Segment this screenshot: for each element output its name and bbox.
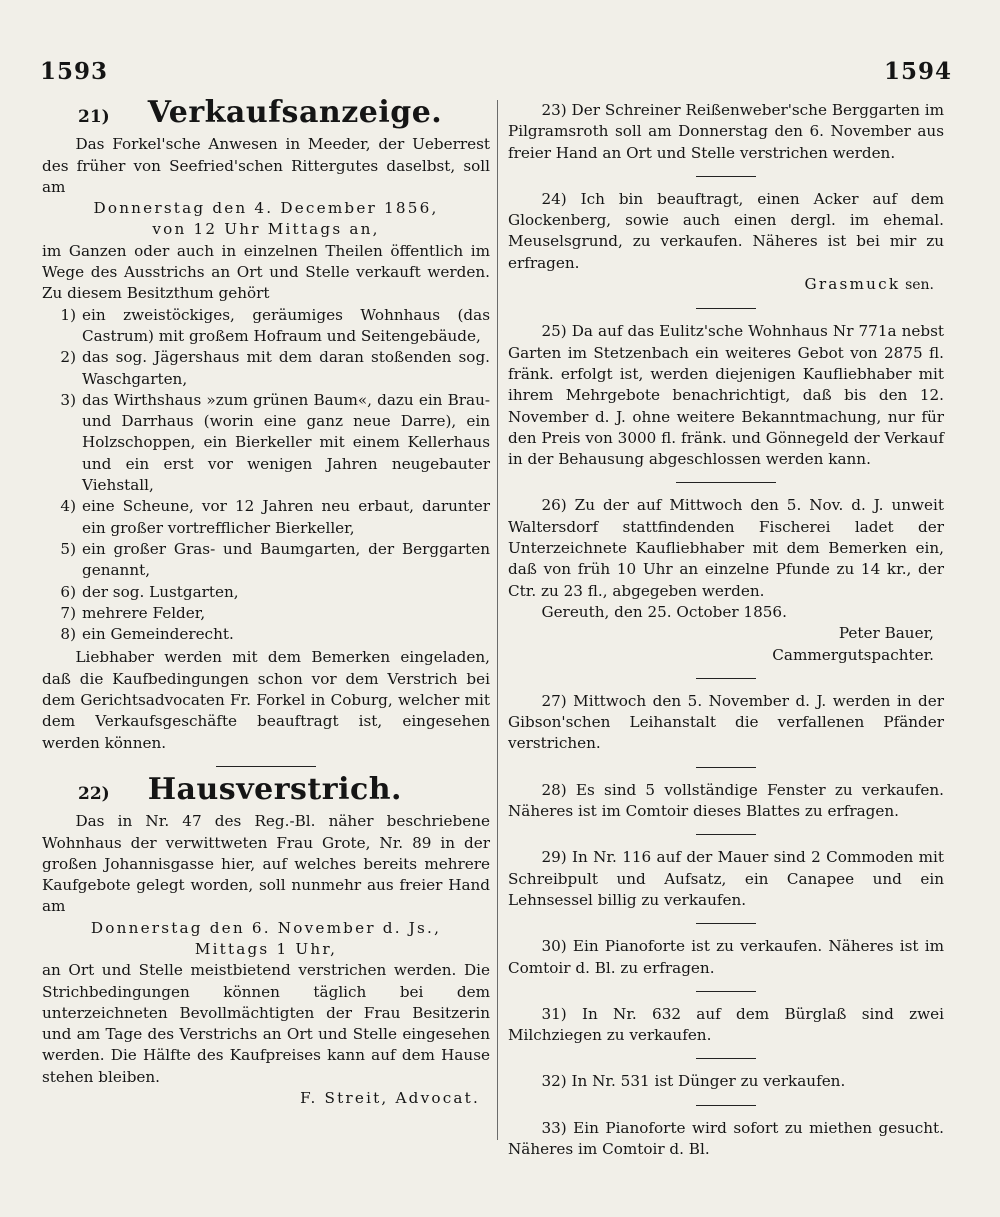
ad-28-text: 28) Es sind 5 vollständige Fenster zu verkaufen. Näheres ist im Comtoir dieses Blattes zu erfragen. (508, 780, 944, 821)
ad-21-body: im Ganzen oder auch in einzelnen Theilen öffentlich im Wege des Ausstrichs an Ort und Stelle verkauft werden. Zu diesem Besitzthum gehört (42, 241, 490, 303)
list-item: 3) das Wirthshaus »zum grünen Baum«, dazu ein Brau- und Darrhaus (worin eine ganz neue Darre), ein Holzschoppen, ein Bierkeller mit einem Kellerhaus und ein erst vor wenigen Jahren neugebauter Viehstall, (60, 390, 490, 495)
ad-21-item-list (42, 305, 490, 646)
list-item: 4) eine Scheune, vor 12 Jahren neu erbaut, darunter ein großer vortrefflicher Bierkeller, (60, 497, 490, 537)
ad-21-time: von 12 Uhr Mittags an, (152, 220, 380, 239)
ad-22-time: Mittags 1 Uhr, (194, 939, 338, 958)
ad-22-body: an Ort und Stelle meistbietend verstrichen werden. Die Strichbedingungen können täglich bei dem unterzeichneten Bevollmächtigten der Frau Besitzerin und am Tage des Verstrichs an Ort und Stelle eingesehen werden. Die Hälfte des Kaufpreises kann auf dem Hause stehen bleiben. (42, 961, 490, 1086)
separator-rule (676, 482, 776, 483)
ad-24-signature-name: Grasmuck (804, 275, 901, 294)
ad-32-text: 32) In Nr. 531 ist Dünger zu verkaufen. (541, 1072, 846, 1091)
ad-21-date: Donnerstag den 4. December 1856, (93, 199, 439, 218)
ad-23-text: 23) Der Schreiner Reißenweber'sche Berggarten im Pilgramsroth soll am Donnerstag den 6. November aus freier Hand an Ort und Stelle verstrichen werden. (508, 101, 944, 162)
ad-22-intro: Das in Nr. 47 des Reg.-Bl. näher beschriebene Wohnhaus der verwittweten Frau Grote, Nr. 89 in der großen Johannisgasse hier, auf welches bereits mehrere Kaufgebote gelegt worden, soll nunmehr aus freier Hand am (42, 812, 490, 916)
separator-rule (696, 991, 756, 992)
ad-21-closing: Liebhaber werden mit dem Bemerken eingeladen, daß die Kaufbedingungen schon vor dem Verstrich bei dem Gerichtsadvocaten Fr. Forkel in Coburg, welcher mit dem Verkaufsgeschäfte beauftragt ist, eingesehen werden können. (42, 648, 490, 752)
separator-rule (696, 308, 756, 309)
ad-25-text: 25) Da auf das Eulitz'sche Wohnhaus Nr 771a nebst Garten im Stetzenbach ein weiteres Gebot von 2875 fl. fränk. erfolgt ist, werden diejenigen Kaufliebhaber mit ihrem Mehrgebote benachrichtigt, daß bis den 12. November d. J. ohne weitere Bekanntmachung, nur für den Preis von 3000 fl. fränk. und Gönnegeld der Verkauf in der Behausung abgeschlossen werden kann. (508, 322, 944, 469)
ad-24-signature (508, 274, 944, 296)
ad-26-signature-title: Cammergutspachter. (772, 645, 934, 664)
column-divider (497, 100, 498, 1140)
ad-31-text: 31) In Nr. 632 auf dem Bürglaß sind zwei Milchziegen zu verkaufen. (508, 1004, 944, 1045)
separator-rule (216, 766, 316, 767)
ad-26-text: 26) Zu der auf Mittwoch den 5. Nov. d. J. unweit Waltersdorf stattfindenden Fischerei ladet der Unterzeichnete Kaufliebhaber mit dem Bemerken ein, daß von früh 10 Uhr an einzelne Pfunde zu 14 kr., der Ctr. zu 23 fl., abgegeben werden. (508, 496, 944, 600)
list-item: 8) ein Gemeinderecht. (60, 625, 234, 644)
page-number-left: 1593 (40, 58, 109, 85)
separator-rule (696, 767, 756, 768)
separator-rule (696, 834, 756, 835)
separator-rule (696, 1058, 756, 1059)
ad-22-number: 22) (78, 783, 110, 804)
ad-33-text: 33) Ein Pianoforte wird sofort zu miethen gesucht. Näheres im Comtoir d. Bl. (508, 1118, 944, 1158)
ad-22-heading (42, 771, 490, 807)
ad-27-text: 27) Mittwoch den 5. November d. J. werden in der Gibson'schen Leihanstalt die verfallenen Pfänder verstrichen. (508, 691, 944, 753)
separator-rule (696, 176, 756, 177)
list-item: 6) der sog. Lustgarten, (60, 582, 239, 601)
list-item: 2) das sog. Jägershaus mit dem daran stoßenden sog. Waschgarten, (60, 348, 490, 388)
list-item: 7) mehrere Felder, (60, 603, 206, 622)
separator-rule (696, 678, 756, 679)
ad-24-signature-suffix: sen. (905, 277, 934, 294)
ad-24-text: 24) Ich bin beauftragt, einen Acker auf dem Glockenberg, sowie auch einen dergl. im ehemal. Meuselsgrund, zu verkaufen. Näheres ist bei mir zu erfragen. (508, 189, 944, 272)
right-column (508, 100, 944, 1160)
ad-21-number: 21) (78, 107, 110, 127)
separator-rule (696, 1105, 756, 1106)
list-item: 5) ein großer Gras- und Baumgarten, der Berggarten genannt, (60, 539, 490, 580)
ad-26-place-date: Gereuth, den 25. October 1856. (541, 602, 787, 621)
ad-22-date: Donnerstag den 6. November d. Js., (90, 918, 442, 937)
ad-21-title: Verkaufsanzeige. (147, 95, 443, 130)
left-column (42, 95, 490, 1109)
ad-29-text: 29) In Nr. 116 auf der Mauer sind 2 Commoden mit Schreibpult und Aufsatz, ein Canapee und ein Lehnsessel billig zu verkaufen. (508, 848, 944, 909)
list-item: 1) ein zweistöckiges, geräumiges Wohnhaus (das Castrum) mit großem Hofraum und Seitengebäude, (60, 305, 490, 345)
ad-21-heading (42, 95, 490, 130)
separator-rule (696, 923, 756, 924)
ad-30-text: 30) Ein Pianoforte ist zu verkaufen. Näheres ist im Comtoir d. Bl. zu erfragen. (508, 937, 944, 977)
ad-22-title: Hausverstrich. (147, 771, 402, 807)
ad-21-intro: Das Forkel'sche Anwesen in Meeder, der Ueberrest des früher von Seefried'schen Rittergutes daselbst, soll am (42, 135, 490, 196)
ad-26-signature-name: Peter Bauer, (838, 624, 934, 643)
ad-22-signature: F. Streit, Advocat. (300, 1089, 480, 1108)
page-number-right: 1594 (883, 58, 952, 85)
